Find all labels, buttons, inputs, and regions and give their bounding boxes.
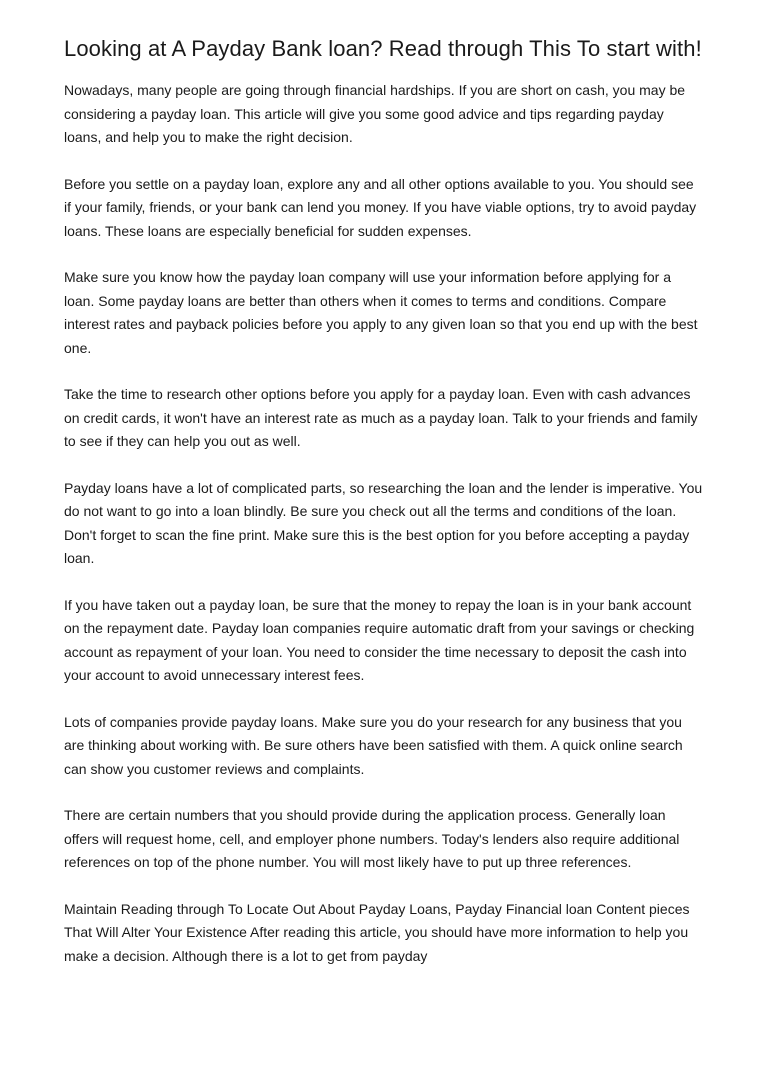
document-title: Looking at A Payday Bank loan? Read through This To start with! <box>64 36 702 61</box>
paragraph-6: If you have taken out a payday loan, be sure that the money to repay the loan is in your bank account on the repayment date. Payday loan companies require automatic draft from your savings or checking account as repayment of your loan. You need to consider the time necessary to deposit the cash into your account to avoid unnecessary interest fees. <box>64 596 695 683</box>
paragraph-4: Take the time to research other options before you apply for a payday loan. Even with cash advances on credit cards, it won't have an interest rate as much as a payday loan. Talk to your friends and family to see if they can help you out as well. <box>64 386 698 449</box>
document-page <box>64 36 704 968</box>
paragraph-2: Before you settle on a payday loan, explore any and all other options available to you. You should see if your family, friends, or your bank can lend you money. If you have viable options, try to avoid payday loans. These loans are especially beneficial for sudden expenses. <box>64 175 697 239</box>
paragraph-1: Nowadays, many people are going through financial hardships. If you are short on cash, you may be considering a payday loan. This article will give you some good advice and tips regarding payday loans, and help you to make the right decision. <box>64 82 686 145</box>
paragraph-8: There are certain numbers that you should provide during the application process. Generally loan offers will request home, cell, and employer phone numbers. Today's lenders also require additional references on top of the phone number. You will most likely have to put up three references. <box>64 807 680 870</box>
paragraph-7: Lots of companies provide payday loans. Make sure you do your research for any business that you are thinking about working with. Be sure others have been satisfied with them. A quick online search can show you customer reviews and complaints. <box>64 713 683 777</box>
paragraph-9: Maintain Reading through To Locate Out About Payday Loans, Payday Financial loan Content pieces That Will Alter Your Existence After reading this article, you should have more information to help you make a decision. Although there is a lot to get from payday <box>64 900 690 964</box>
paragraph-3: Make sure you know how the payday loan company will use your information before applying for a loan. Some payday loans are better than others when it comes to terms and conditions. Compare interest rates and payback policies before you apply to any given loan so that you end up with the best one. <box>64 269 698 356</box>
paragraph-5: Payday loans have a lot of complicated parts, so researching the loan and the lender is imperative. You do not want to go into a loan blindly. Be sure you check out all the terms and conditions of the loan. Don't forget to scan the fine print. Make sure this is the best option for you before accepting a payday loan. <box>64 479 703 566</box>
